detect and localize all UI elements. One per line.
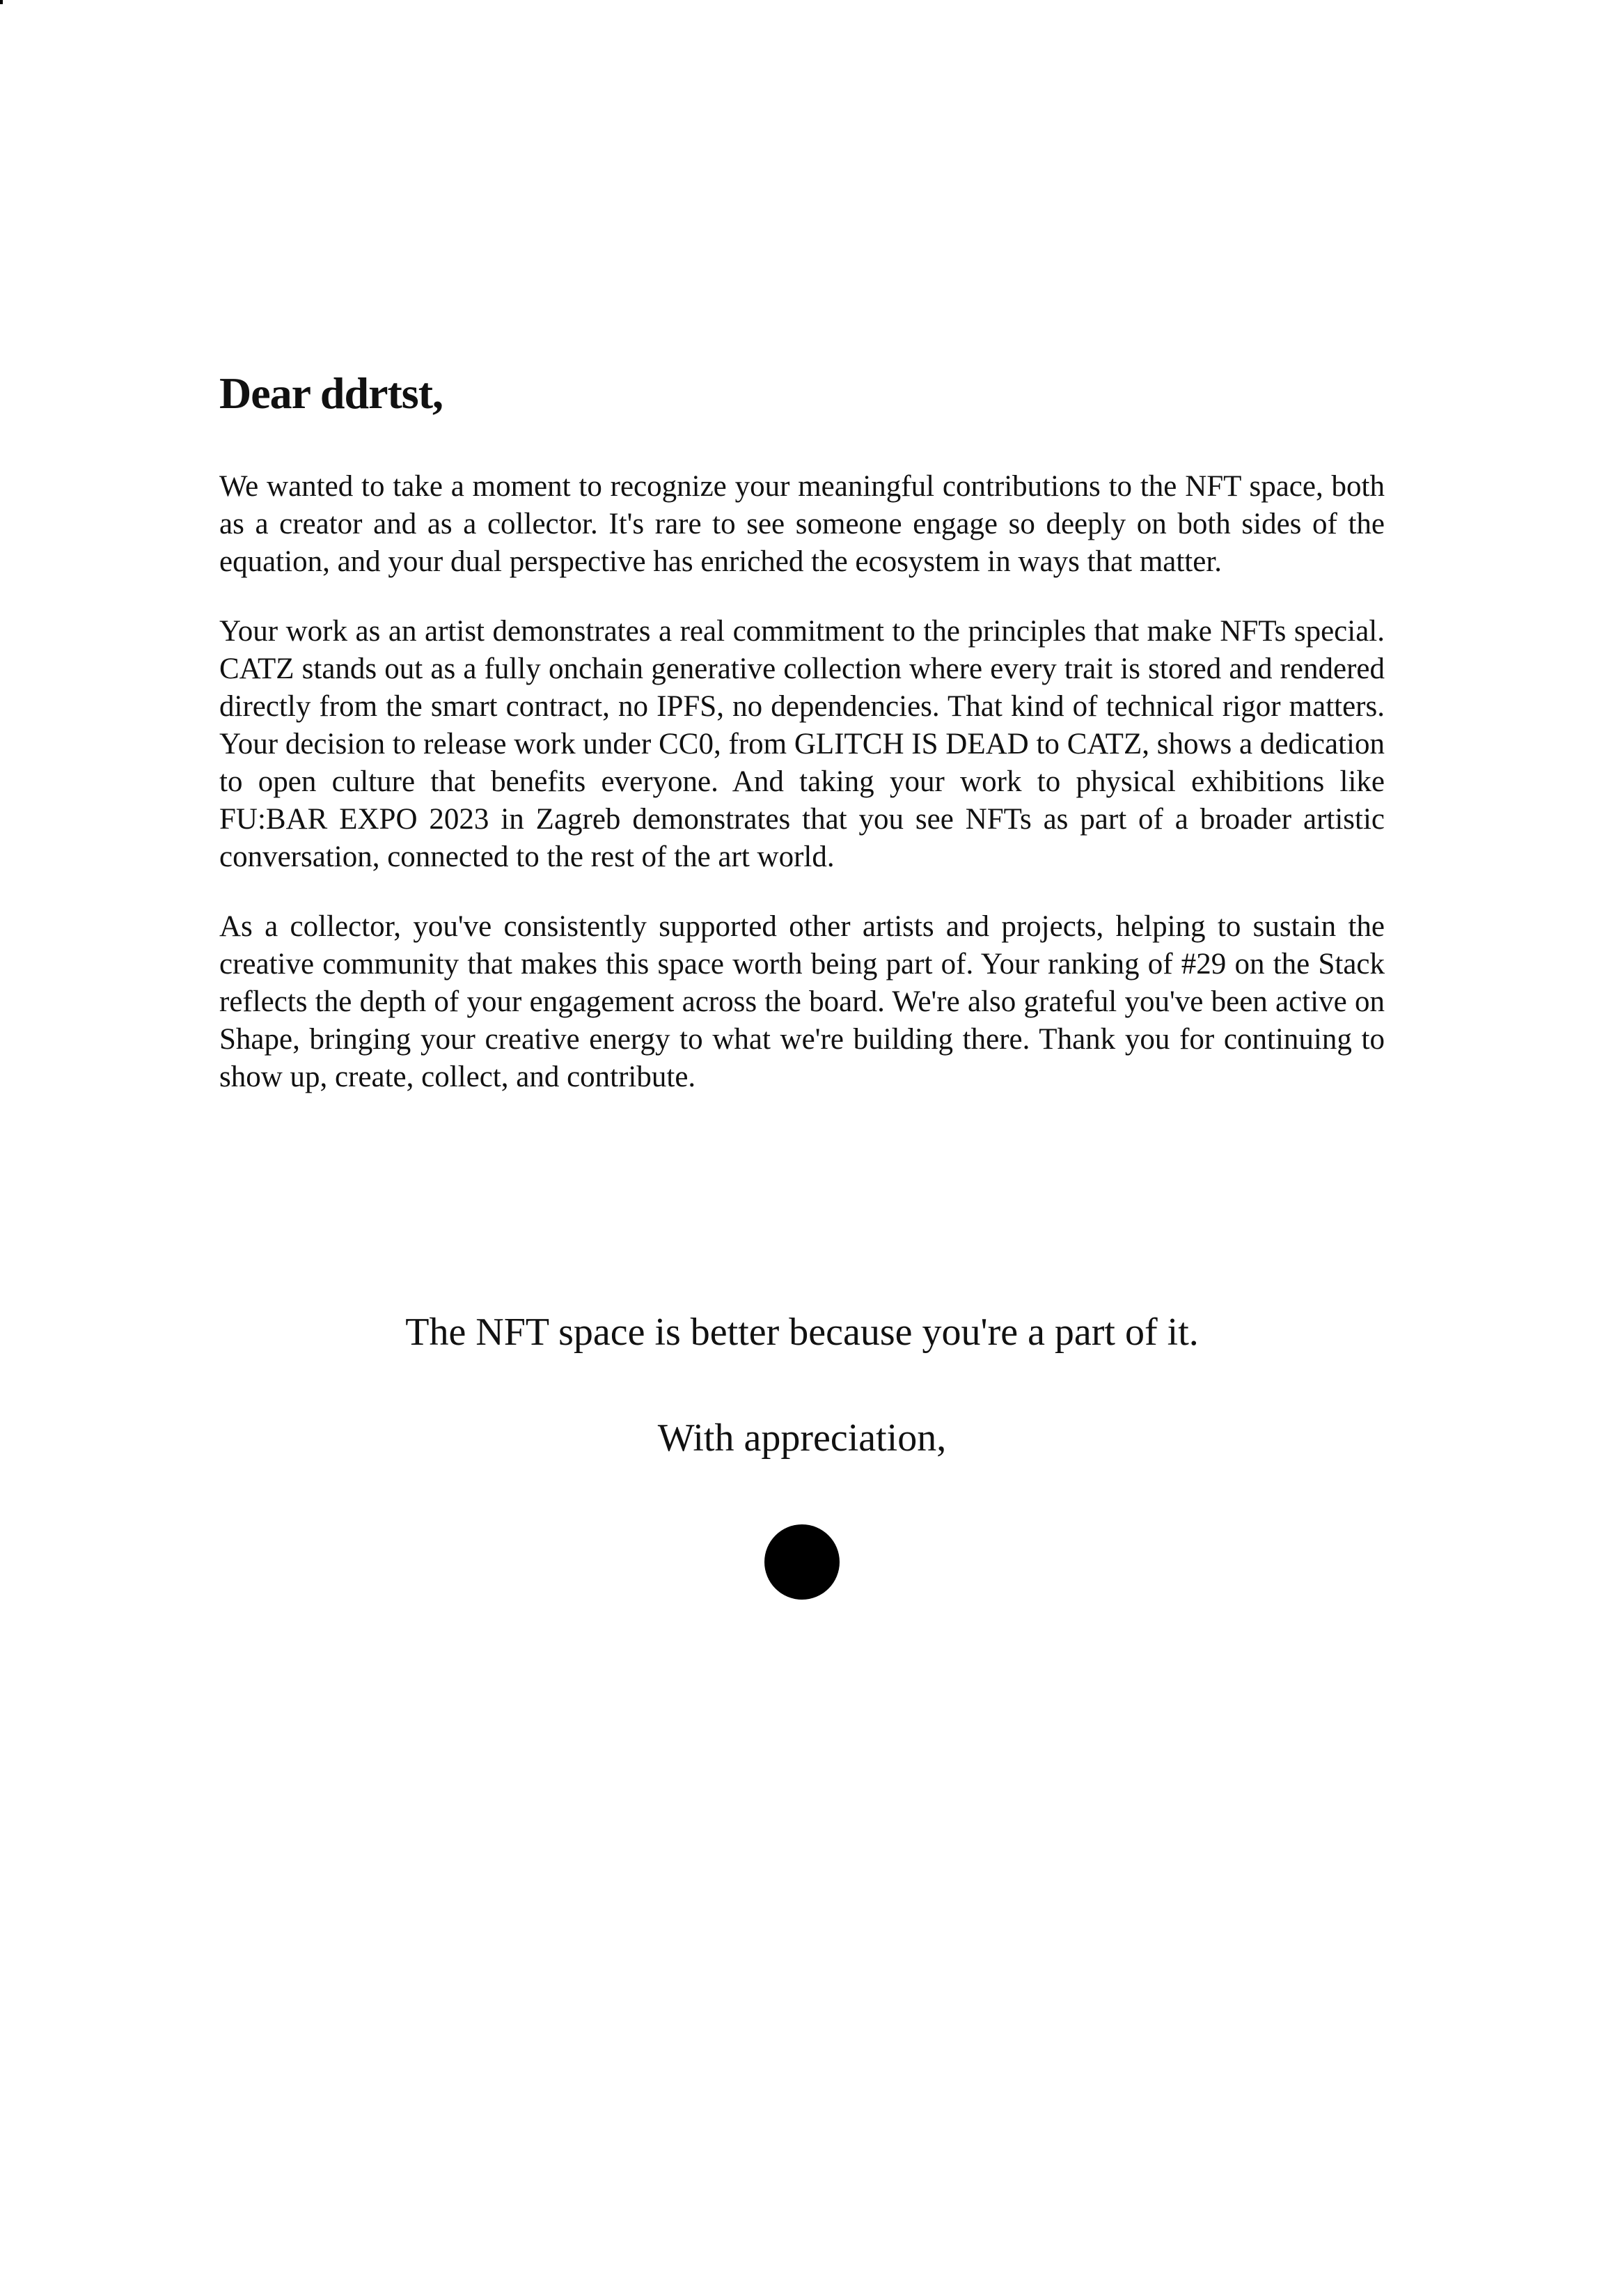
- paragraph-collector: As a collector, you've consistently supported other artists and projects, helping to sustain the creative community that makes this space worth being part of. Your ranking of #29 on the Stack reflects the depth of your engagement across the board. We're also grateful you've been active on Shape, bringing your creative energy to what we're building there. Thank you for continuing to show up, create, collect, and contribute.: [219, 910, 1385, 1094]
- paragraph-recognition: We wanted to take a moment to recognize your meaningful contributions to the NFT space, both as a creator and as a collector. It's rare to see someone engage so deeply on both sides of the equation, and your dual perspective has enriched the ecosystem in ways that matter.: [219, 470, 1385, 579]
- letter-body: [219, 468, 1385, 1096]
- corner-mark: [0, 0, 3, 4]
- signoff: With appreciation,: [657, 1416, 947, 1460]
- letter: [219, 369, 1385, 1128]
- signature-dot-icon: [764, 1524, 840, 1600]
- closing-line: The NFT space is better because you're a part of it.: [405, 1311, 1199, 1354]
- greeting: Dear ddrtst,: [219, 368, 443, 418]
- paragraph-artist-work: Your work as an artist demonstrates a real commitment to the principles that make NFTs special. CATZ stands out as a fully onchain generative collection where every trait is stored and rendered directly from the smart contract, no IPFS, no dependencies. That kind of technical rigor matters. Your decision to release work under CC0, from GLITCH IS DEAD to CATZ, shows a dedication to open culture that benefits everyone. And taking your work to physical exhibitions like FU:BAR EXPO 2023 in Zagreb demonstrates that you see NFTs as part of a broader artistic conversation, connected to the rest of the art world.: [219, 615, 1385, 874]
